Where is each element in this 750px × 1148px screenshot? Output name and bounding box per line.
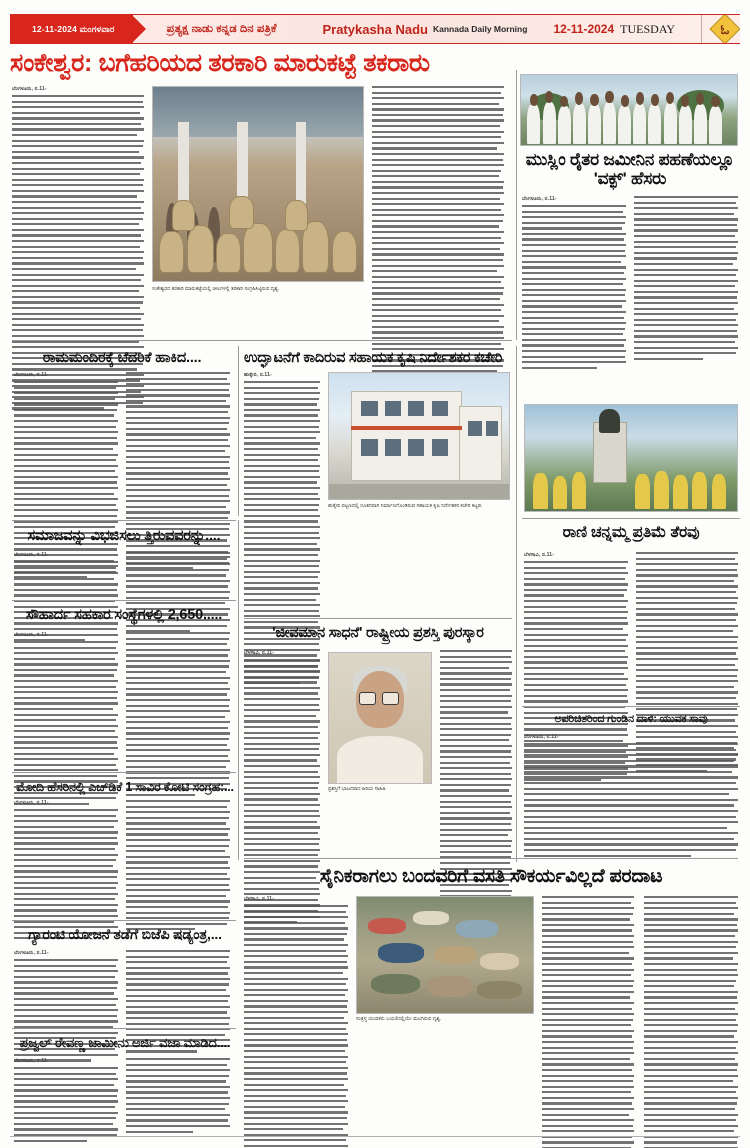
byline-waqf: ಬೆಂಗಳೂರು, ನ.11- — [522, 196, 557, 202]
masthead — [10, 14, 740, 44]
body-text — [524, 743, 738, 857]
waqf-column-2 — [634, 196, 738, 363]
body-text — [14, 561, 118, 641]
headline-krishi-office: ಉದ್ಘಾಟನೆಗೆ ಕಾದಿರುವ ಸಹಾಯಕ ಕೃಷಿ ನಿರ್ದೇಶಕರ ಕಚೇರಿ — [244, 350, 503, 366]
photo-protest-crowd — [520, 74, 738, 146]
masthead-date-chip: 12-11-2024 ಮಂಗಳವಾರ — [10, 15, 133, 43]
modi-column-2 — [126, 800, 230, 934]
accident-column — [524, 734, 738, 860]
body-text — [522, 205, 626, 369]
prajwal-column-2 — [126, 1058, 230, 1136]
lead-byline: ಬೆಂಗಳೂರು, ನ.11- — [12, 86, 47, 92]
byline-award: ಬೆಳಗಾವಿ, ನ.11- — [244, 650, 275, 656]
body-text — [126, 800, 230, 930]
masthead-kannada-tagline: ಪ್ರತ್ಯಕ್ಷ ನಾಡು ಕನ್ನಡ ದಿನ ಪತ್ರಿಕೆ — [166, 22, 277, 35]
soldiers-column-3 — [644, 896, 738, 1148]
headline-waqf: ಮುಸ್ಲಿಂ ರೈತರ ಜಮೀನಿನ ಪಹಣೆಯಲ್ಲೂ 'ವಕ್ಫ್' ಹೆಸರು — [525, 150, 735, 189]
soldiers-column-2 — [542, 896, 634, 1148]
byline-samaja: ಬೆಂಗಳೂರು, ನ.11- — [14, 552, 49, 558]
headline-prajwal: ಪ್ರಜ್ವಲ್ ರೇವಣ್ಣ ಜಾಮೀನು ಅರ್ಜಿ ವಜಾ ಮಾಡಿದ.... — [19, 1035, 231, 1050]
byline-guarantee: ಬೆಂಗಳೂರು, ನ.11- — [14, 950, 49, 956]
photo-krishi-office-building — [328, 372, 510, 500]
masthead-logo — [701, 15, 736, 43]
body-text — [542, 896, 634, 1148]
lead-headline: ಸಂಕೇಶ್ವರ: ಬಗೆಹರಿಯದ ತರಕಾರಿ ಮಾರುಕಟ್ಟೆ ತಕರಾರು — [10, 49, 430, 77]
byline-modi: ಬೆಂಗಳೂರು, ನ.11- — [14, 800, 49, 806]
byline-soldiers: ಬೆಳಗಾವಿ, ನ.11- — [244, 896, 275, 902]
modi-column-1 — [14, 800, 118, 943]
headline-samaja: ಸಮಾಜವನ್ನು ವಿಭಜಿಸಲು ತ್ತಿರುವವರನ್ನು.... — [27, 528, 221, 544]
byline-prajwal: ಬೆಂಗಳೂರು, ನ.11- — [14, 1058, 49, 1064]
masthead-date: 12-11-2024 — [553, 22, 615, 36]
photo-caption-soldiers: ಸಂತ್ರಸ್ತ ಯುವಕರು ಬಯಲಿನಲ್ಲಿಯೇ ಮಲಗಿರುವ ದೃಶ್ಯ. — [356, 1016, 442, 1022]
logo-glyph: ಓ — [720, 21, 730, 37]
body-text — [126, 1058, 230, 1133]
ram-mandir-column-1 — [14, 372, 118, 582]
photo-statue-removal — [524, 404, 738, 512]
headline-lifetime-award: 'ಜೀವಮಾನ ಸಾಧನೆ' ರಾಷ್ಟ್ರೀಯ ಪ್ರಶಸ್ತಿ ಪುರಸ್ಕಾರ — [272, 625, 484, 641]
byline-ram-mandir: ಬೆಂಗಳೂರು, ನ.11- — [14, 372, 49, 378]
samaja-column-1 — [14, 552, 118, 645]
headline-guarantee: ಗ್ಯಾರಂಟಿ ಯೋಜನೆ ತಡೆಗೆ ಬಿಜೆಪಿ ಷಡ್ಯಂತ್ರ,... — [28, 926, 222, 942]
body-text — [14, 1067, 118, 1142]
byline-rani: ಬೆಳಗಾವಿ, ನ.11- — [524, 552, 555, 558]
masthead-title: Pratykasha Nadu — [322, 21, 428, 37]
headline-accident: ಅಪರಿಚಿತರಿಂದ ಗುಂಡಿನ ದಾಳಿ: ಯುವಕ ಸಾವು — [554, 713, 708, 725]
prajwal-column-1 — [14, 1058, 118, 1145]
headline-souharda: ಸೌಹಾರ್ದ ಸಹಕಾರ ಸಂಸ್ಥೆಗಳಲ್ಲಿ 2,650..... — [25, 607, 223, 623]
photo-caption-award: ಪ್ರಶಸ್ತಿಗೆ ಭಾಜನರಾದ ಹಿರಿಯ ಸಾಹಿತಿ. — [328, 786, 387, 792]
diamond-logo-icon — [709, 14, 740, 44]
body-text — [644, 896, 738, 1148]
byline-accident: ಬೆಂಗಳೂರು, ನ.11- — [524, 734, 559, 740]
photo-caption-market: ಸಂಕೇಶ್ವರದ ತರಕಾರಿ ಮಾರುಕಟ್ಟೆಯಲ್ಲಿ ಚೀಲಗಳಲ್ಲಿ ತರಕಾರಿ ಸಂಗ್ರಹಿಸಿಟ್ಟಿರುವ ದೃಶ್ಯ. — [152, 286, 280, 292]
headline-modi-hdk: ಮೋದಿ ಹೆಸರಿನಲ್ಲಿ ಎಚ್‌ಡಿಕೆ 1 ಸಾವಿರ ಕೋಟಿ ಸಂಗ್ರಹ:... — [16, 780, 234, 794]
photo-award-portrait — [328, 652, 432, 784]
body-text — [14, 381, 118, 578]
body-text — [244, 905, 348, 1148]
headline-soldiers: ಸೈನಿಕರಾಗಲು ಬಂದವರಿಗೆ ವಸತಿ ಸೌಕರ್ಯವಿಲ್ಲದೆ ಪರದಾಟ — [319, 866, 663, 887]
byline-souharda: ಬೆಂಗಳೂರು, ನ.11- — [14, 632, 49, 638]
waqf-column-1 — [522, 196, 626, 372]
photo-vegetable-market — [152, 86, 364, 282]
soldiers-column-1 — [244, 896, 348, 1148]
photo-caption-krishi: ಹುಕ್ಕೇರಿ ಪಟ್ಟಣದಲ್ಲಿ ನೂತನವಾಗಿ ನಿರ್ಮಾಣಗೊಂಡಿರುವ ಸಹಾಯಕ ಕೃಷಿ ನಿರ್ದೇಶಕರ ಕಚೇರಿ ಕಟ್ಟಡ. — [328, 503, 483, 509]
headline-rani-chennamma: ರಾಣಿ ಚನ್ನಮ್ಮ ಪ್ರತಿಮೆ ತೆರವು — [562, 524, 700, 541]
photo-soldiers-open-ground — [356, 896, 534, 1014]
souharda-column-2 — [126, 632, 230, 799]
byline-krishi: ಹುಕ್ಕೇರಿ, ನ.11- — [244, 372, 272, 378]
masthead-subtitle: Kannada Daily Morning — [432, 24, 528, 34]
headline-ram-mandir: ರಾಮಮಂದಿರಕ್ಕೆ ಬೆದರಿಕೆ ಹಾಕಿದ.... — [42, 350, 202, 366]
body-text — [634, 196, 738, 360]
masthead-weekday: TUESDAY — [620, 21, 676, 36]
